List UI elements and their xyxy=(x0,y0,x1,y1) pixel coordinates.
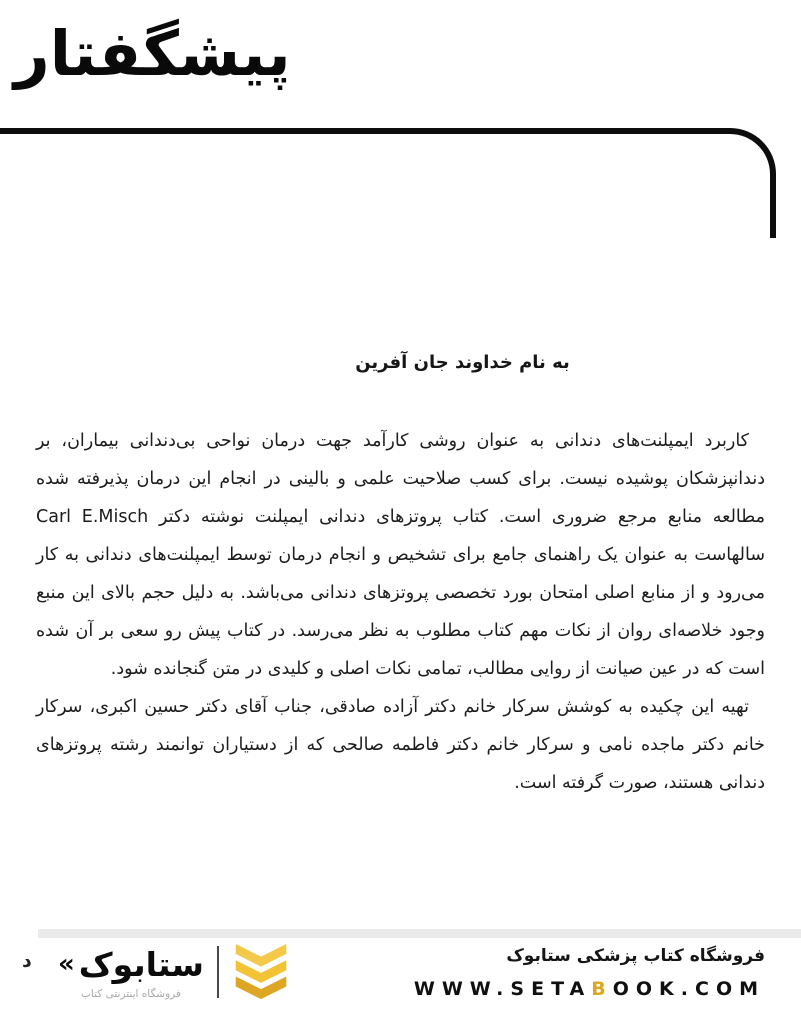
logo-guillemet: « xyxy=(58,949,75,979)
logo-wordline xyxy=(58,945,204,984)
website-url xyxy=(414,978,765,1000)
page-title: پیشگفتار xyxy=(14,17,291,90)
paragraph: تهیه این چکیده به کوشش سرکار خانم دکتر آزاده صادقی، جناب آقای دکتر حسین اکبری، سرکار خانم دکتر ماجده نامی و سرکار خانم دکتر فاطمه صالحی که از دستیاران توانمند رشته پروتزهای دندانی هستند، صورت گرفته است. xyxy=(36,697,765,793)
setabook-chevron-icon xyxy=(232,944,290,1000)
url-part2: OOK.COM xyxy=(612,978,765,1000)
url-highlight: B xyxy=(591,978,613,1000)
invocation-text: به نام خداوند جان آفرین xyxy=(355,352,570,373)
preface-body xyxy=(36,422,765,802)
page-number: د xyxy=(22,950,32,972)
setabook-logo xyxy=(58,944,290,1000)
footer-divider xyxy=(38,929,801,938)
store-block xyxy=(414,946,765,1000)
paragraph: کاربرد ایمپلنت‌های دندانی به عنوان روشی کارآمد جهت درمان نواحی بی‌دندانی بیماران، بر دندانپزشکان پوشیده نیست. برای کسب صلاحیت علمی و بالینی در انجام این درمان پذیرفته شده مطالعه منابع مرجع ضروری است. کتاب پروتزهای دندانی ایمپلنت نوشته دکتر Carl E.Misch سالهاست به عنوان یک راهنمای جامع برای تشخیص و انجام درمان توسط ایمپلنت‌های دندانی به کار می‌رود و از منابع اصلی امتحان بورد تخصصی پروتزهای دندانی می‌باشد. به دلیل حجم بالای این منبع وجود خلاصه‌ای روان از نکات مهم کتاب مطلوب به نظر می‌رسد. در کتاب پیش رو سعی بر آن شده است که در عین صیانت از روایی مطالب، تمامی نکات اصلی و کلیدی در متن گنجانده شود. xyxy=(36,431,765,679)
store-name: فروشگاه کتاب پزشکی ستابوک xyxy=(506,946,765,966)
header-divider-line xyxy=(0,128,776,238)
url-part1: WWW.SETA xyxy=(413,978,592,1000)
logo-text-block xyxy=(58,945,204,1000)
logo-wordmark: ستابوک xyxy=(78,944,204,984)
logo-subtitle: فروشگاه اینترنتی کتاب xyxy=(81,987,181,1000)
logo-divider xyxy=(217,946,219,998)
